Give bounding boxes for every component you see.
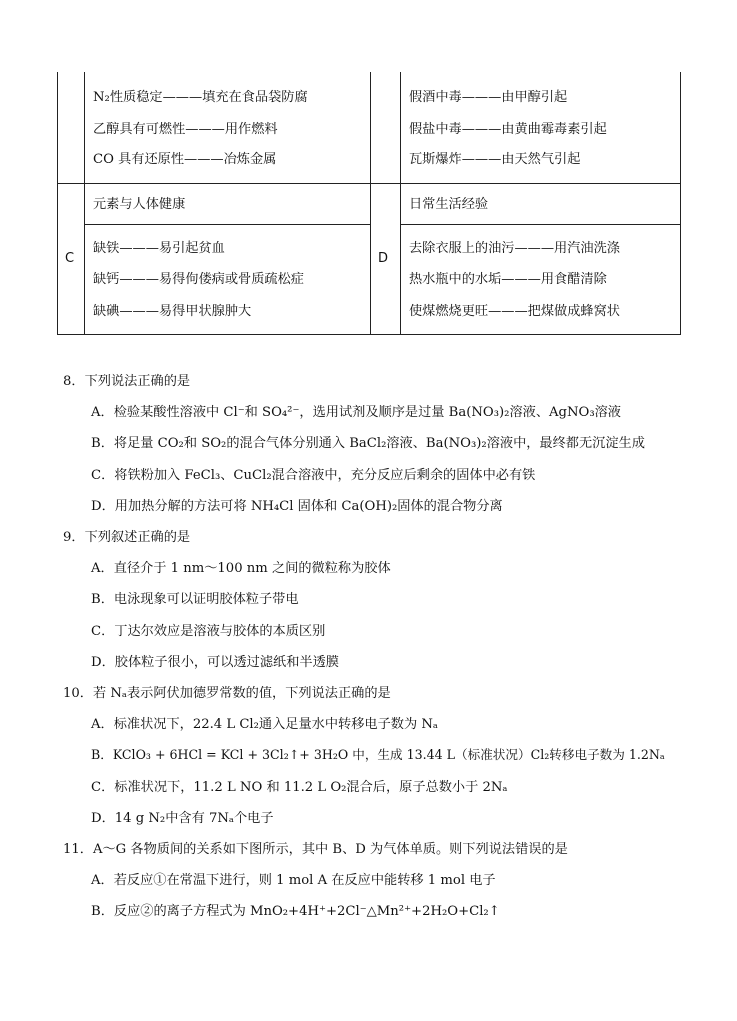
table-title-divider [84, 224, 371, 225]
table-cell-line: 瓦斯爆炸———由天然气引起 [409, 152, 581, 167]
question-option: C．丁达尔效应是溶液与胶体的本质区别 [91, 624, 326, 639]
question-option: A．检验某酸性溶液中 Cl⁻和 SO₄²⁻，选用试剂及顺序是过量 Ba(NO₃)₂溶液、AgNO₃溶液 [91, 405, 621, 420]
matching-table [57, 72, 681, 335]
question-option: D．胶体粒子很小，可以透过滤纸和半透膜 [91, 655, 339, 670]
table-border-bottom [57, 334, 681, 335]
table-cell-line: 缺碘———易得甲状腺肿大 [93, 304, 252, 319]
question-option: C．标准状况下，11.2 L NO 和 11.2 L O₂混合后，原子总数小于 2Nₐ [91, 780, 508, 795]
table-cell-title: 元素与人体健康 [93, 197, 186, 212]
table-cell-line: 缺钙———易得佝偻病或骨质疏松症 [93, 272, 304, 287]
question-option: B．将足量 CO₂和 SO₂的混合气体分别通入 BaCl₂溶液、Ba(NO₃)₂溶液中，最终都无沉淀生成 [91, 436, 645, 451]
question-option: B．反应②的离子方程式为 MnO₂+4H⁺+2Cl⁻△Mn²⁺+2H₂O+Cl₂↑ [91, 904, 500, 919]
question-stem: 8．下列说法正确的是 [63, 374, 191, 389]
table-cell-line: 缺铁———易引起贫血 [93, 241, 225, 256]
table-border-right [680, 72, 681, 335]
question-option: D．14 g N₂中含有 7Nₐ个电子 [91, 811, 274, 826]
question-stem: 11．A～G 各物质间的关系如下图所示，其中 B、D 为气体单质。则下列说法错误的是 [63, 842, 568, 857]
table-cell-line: 假盐中毒———由黄曲霉毒素引起 [409, 122, 607, 137]
option-letter-d: D [378, 251, 389, 266]
table-title-divider [400, 224, 681, 225]
question-option: D．用加热分解的方法可将 NH₄Cl 固体和 Ca(OH)₂固体的混合物分离 [91, 499, 503, 514]
question-stem: 10．若 Nₐ表示阿伏加德罗常数的值，下列说法正确的是 [63, 686, 391, 701]
table-row-divider [57, 183, 681, 184]
question-option: B．电泳现象可以证明胶体粒子带电 [91, 592, 299, 607]
question-option: A．直径介于 1 nm～100 nm 之间的微粒称为胶体 [91, 561, 391, 576]
table-cell-title: 日常生活经验 [409, 197, 489, 212]
question-option: A．标准状况下，22.4 L Cl₂通入足量水中转移电子数为 Nₐ [91, 717, 439, 732]
question-option: A．若反应①在常温下进行，则 1 mol A 在反应中能转移 1 mol 电子 [91, 873, 496, 888]
table-cell-line: 去除衣服上的油污———用汽油洗涤 [409, 241, 620, 256]
table-cell-line: CO 具有还原性———冶炼金属 [93, 152, 277, 167]
table-cell-line: 热水瓶中的水垢———用食醋清除 [409, 272, 607, 287]
table-cell-line: 假酒中毒———由甲醇引起 [409, 90, 568, 105]
table-col-divider [84, 72, 85, 335]
table-cell-line: N₂性质稳定———填充在食品袋防腐 [93, 90, 308, 105]
table-border-left [57, 72, 58, 335]
table-cell-line: 乙醇具有可燃性———用作燃料 [93, 122, 278, 137]
question-option: C．将铁粉加入 FeCl₃、CuCl₂混合溶液中，充分反应后剩余的固体中必有铁 [91, 468, 536, 483]
table-col-divider [370, 72, 371, 335]
question-option: B．KClO₃ + 6HCl = KCl + 3Cl₂↑+ 3H₂O 中，生成 13.44 L（标准状况）Cl₂转移电子数为 1.2Nₐ [91, 747, 665, 762]
table-cell-line: 使煤燃烧更旺———把煤做成蜂窝状 [409, 304, 620, 319]
table-col-divider [400, 72, 401, 335]
option-letter-c: C [65, 251, 75, 266]
question-stem: 9．下列叙述正确的是 [63, 530, 191, 545]
